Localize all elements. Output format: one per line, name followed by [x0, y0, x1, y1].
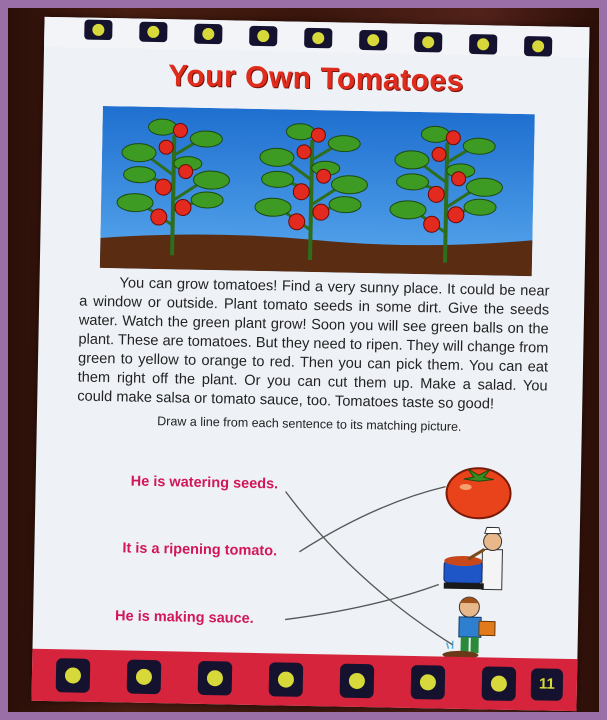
- tomato-plants-illustration: [100, 106, 535, 276]
- binding-hole-icon: [304, 28, 332, 49]
- photo-frame: [8, 8, 599, 712]
- binding-hole-icon: [359, 30, 387, 51]
- binding-hole-icon: [139, 22, 167, 43]
- worksheet-page: [31, 17, 589, 711]
- story-paragraph: You can grow tomatoes! Find a very sunny place. It could be near a window or outside. Plant tomato seeds in some dirt. Give the seeds water. Watch the green plant grow! Soon you will see green balls on the plant. These are tomatoes. But they need to ripen. They will change from green to yellow to orange to red. Then you can pick them. You can eat them right off the plant. Or you can cut them up. Make a salad. You could make salsa or tomato sauce, too. Tomatoes taste so good!: [77, 275, 550, 413]
- binding-hole-icon: [194, 24, 222, 45]
- binding-hole-icon: [469, 34, 497, 55]
- binding-hole-icon: [482, 666, 517, 701]
- binding-hole-icon: [56, 658, 91, 693]
- boy-watering-seeds-picture[interactable]: [440, 591, 511, 662]
- binding-hole-icon: [127, 660, 162, 695]
- chef-making-sauce-picture[interactable]: [438, 520, 507, 591]
- sentence-watering-seeds[interactable]: He is watering seeds.: [130, 473, 279, 493]
- page-title: Your Own Tomatoes: [167, 59, 465, 98]
- matching-instruction: Draw a line from each sentence to its matching picture.: [157, 414, 462, 434]
- binding-hole-icon: [411, 665, 446, 700]
- binding-hole-icon: [249, 26, 277, 47]
- binding-hole-icon: [414, 32, 442, 53]
- binding-hole-icon: [269, 662, 304, 697]
- page-number: 11: [531, 668, 564, 701]
- binding-hole-icon: [84, 20, 112, 41]
- binding-hole-icon: [340, 664, 375, 699]
- sentence-making-sauce[interactable]: He is making sauce.: [114, 608, 254, 627]
- binding-hole-icon: [198, 661, 233, 696]
- binding-hole-icon: [524, 36, 552, 57]
- sentence-ripening-tomato[interactable]: It is a ripening tomato.: [122, 540, 278, 560]
- tomato-picture[interactable]: [443, 457, 514, 522]
